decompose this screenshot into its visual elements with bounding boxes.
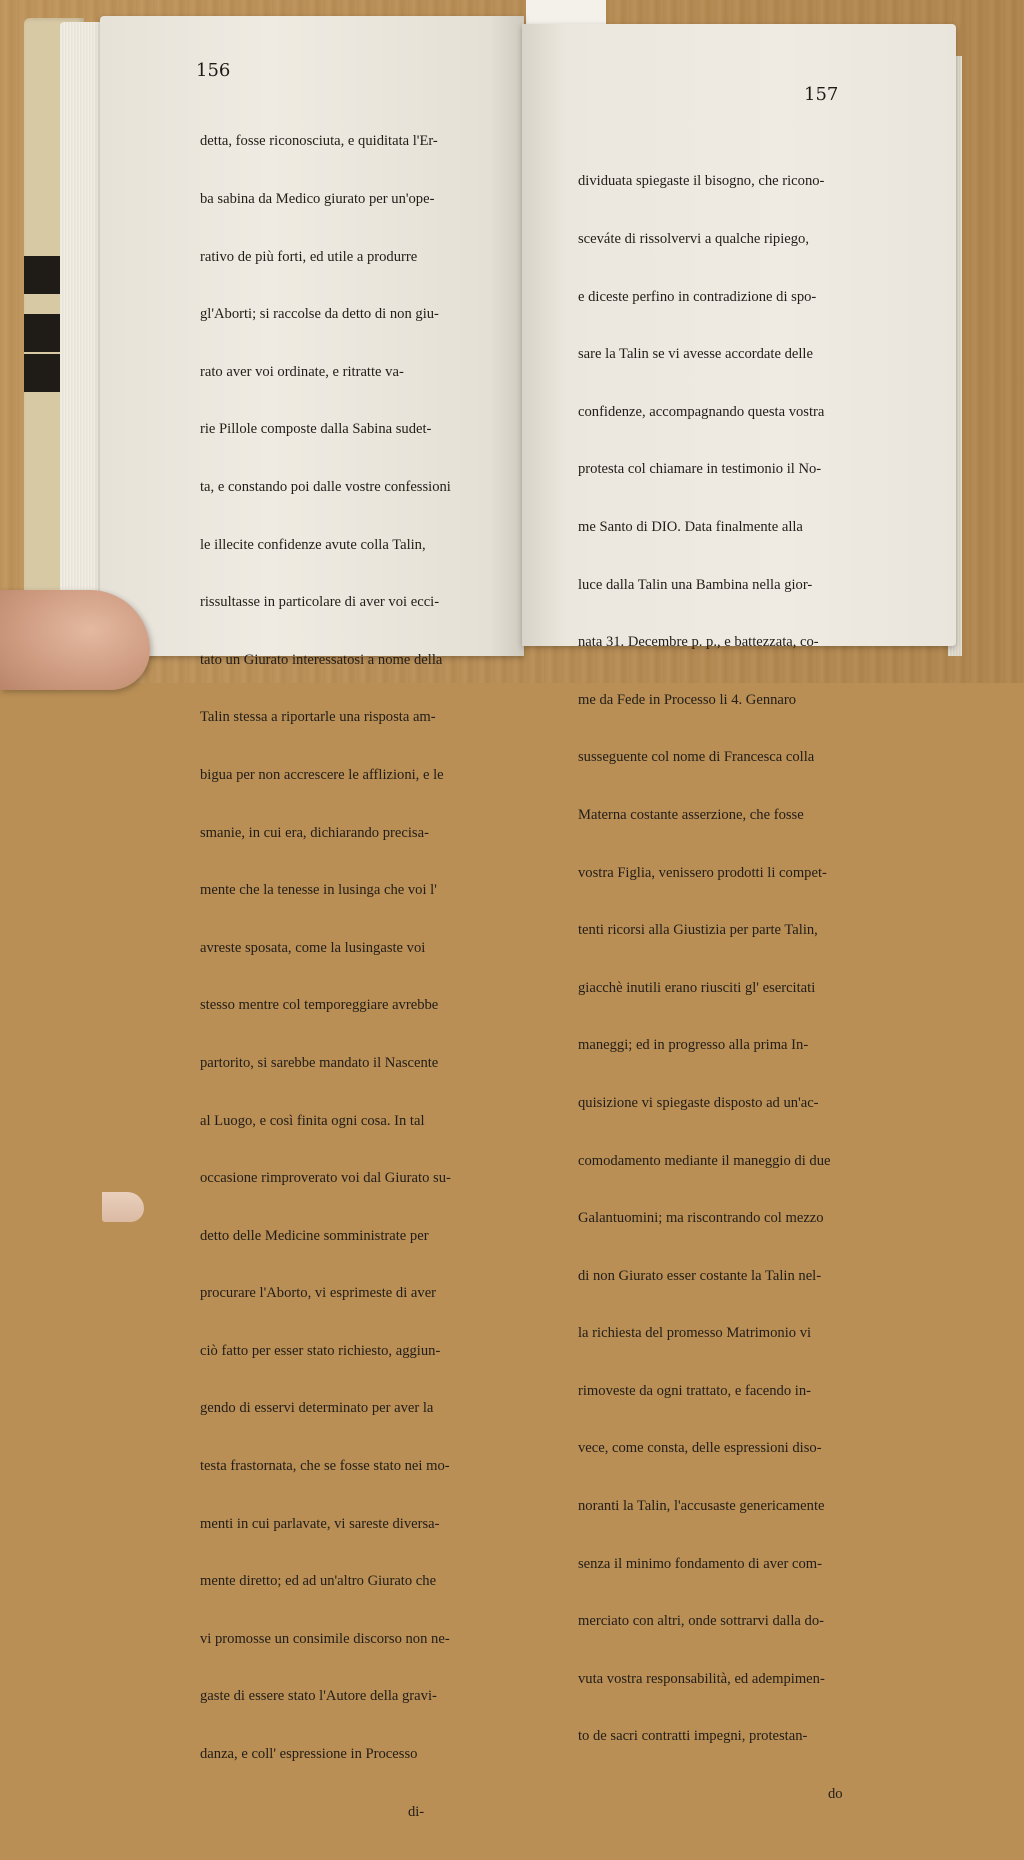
text-line: procurare l'Aborto, vi esprimeste di aver — [200, 1285, 437, 1302]
text-line: luce dalla Talin una Bambina nella gior- — [578, 576, 813, 593]
text-line: noranti la Talin, l'accusaste genericamente — [578, 1498, 825, 1515]
text-line: senza il minimo fondamento di aver com- — [578, 1555, 822, 1572]
text-line: detto delle Medicine somministrate per — [200, 1227, 429, 1244]
text-line: tenti ricorsi alla Giustizia per parte Talin, — [578, 922, 818, 939]
text-line: vostra Figlia, venissero prodotti li compet- — [578, 864, 827, 881]
text-line: quisizione vi spiegaste disposto ad un'ac- — [578, 1094, 819, 1111]
text-line: testa frastornata, che se fosse stato nei mo- — [200, 1458, 450, 1475]
right-page-text — [578, 134, 843, 1843]
text-line: rato aver voi ordinate, e ritratte va- — [200, 363, 404, 380]
text-line: detta, fosse riconosciuta, e quiditata l'Er- — [200, 133, 438, 150]
text-line: bigua per non accrescere le afflizioni, e le — [200, 766, 444, 783]
left-page — [100, 16, 524, 1820]
right-page — [522, 24, 956, 1803]
text-line: ba sabina da Medico giurato per un'ope- — [200, 191, 435, 207]
text-line: tato un Giurato interessatosi a nome della — [200, 651, 443, 668]
text-line: sceváte di rissolvervi a qualche ripiego, — [578, 231, 809, 247]
text-line: Talin stessa a riportarle una risposta am- — [200, 709, 436, 726]
paper-scrap — [526, 0, 606, 24]
text-line: me Santo di DIO. Data finalmente alla — [578, 518, 803, 535]
text-line: do — [828, 1786, 843, 1803]
text-line: merciato con altri, onde sottrarvi dalla do- — [578, 1613, 824, 1630]
text-line: rimoveste da ogni trattato, e facendo in- — [578, 1382, 812, 1399]
text-line: di non Giurato esser costante la Talin nel- — [578, 1267, 822, 1284]
text-line: rissultasse in particolare di aver voi ecci- — [200, 594, 440, 611]
text-line: gaste di essere stato l'Autore della gravi- — [200, 1688, 437, 1705]
text-line: gl'Aborti; si raccolse da detto di non giu- — [200, 306, 439, 323]
text-line: rie Pillole composte dalla Sabina sudet- — [200, 421, 432, 438]
text-line: stesso mentre col temporeggiare avrebbe — [200, 997, 439, 1014]
text-line: to de sacri contratti impegni, protestan- — [578, 1728, 808, 1745]
text-line: smanie, in cui era, dichiarando precisa- — [200, 824, 429, 841]
page-number: 156 — [196, 60, 231, 81]
thumbnail-nail — [102, 1192, 144, 1222]
text-line: la richiesta del promesso Matrimonio vi — [578, 1325, 812, 1342]
text-line: dividuata spiegaste il bisogno, che ricono- — [578, 173, 825, 190]
text-line: mente diretto; ed ad un'altro Giurato che — [200, 1573, 437, 1590]
text-line: susseguente col nome di Francesca colla — [578, 749, 815, 766]
text-line: menti in cui parlavate, vi sareste diversa- — [200, 1515, 440, 1532]
text-line: occasione rimproverato voi dal Giurato su- — [200, 1170, 451, 1187]
text-line: vuta vostra responsabilità, ed adempimen- — [578, 1670, 825, 1687]
text-line: ciò fatto per esser stato richiesto, aggiun- — [200, 1342, 441, 1359]
text-line: protesta col chiamare in testimonio il No- — [578, 461, 822, 478]
text-line: le illecite confidenze avute colla Talin, — [200, 536, 426, 553]
text-line: nata 31. Decembre p. p., e battezzata, co- — [578, 634, 819, 651]
text-line: vece, come consta, delle espressioni diso- — [578, 1440, 822, 1457]
text-line: partorito, si sarebbe mandato il Nascente — [200, 1054, 439, 1071]
text-line: mente che la tenesse in lusinga che voi l' — [200, 882, 437, 899]
text-line: Materna costante asserzione, che fosse — [578, 806, 804, 823]
text-line: confidenze, accompagnando questa vostra — [578, 403, 825, 420]
left-page-text — [200, 94, 451, 1860]
text-line: vi promosse un consimile discorso non ne- — [200, 1630, 450, 1647]
text-line: di- — [200, 1803, 425, 1820]
page-number: 157 — [804, 84, 839, 105]
text-line: gendo di esservi determinato per aver la — [200, 1400, 434, 1417]
text-line: me da Fede in Processo li 4. Gennaro — [578, 691, 797, 708]
text-line: e diceste perfino in contradizione di spo- — [578, 288, 817, 305]
text-line: Galantuomini; ma riscontrando col mezzo — [578, 1210, 824, 1227]
text-line: maneggi; ed in progresso alla prima In- — [578, 1037, 809, 1054]
text-line: al Luogo, e così finita ogni cosa. In tal — [200, 1112, 425, 1129]
text-line: giacchè inutili erano riusciti gl' esercitati — [578, 979, 816, 996]
text-line: danza, e coll' espressione in Processo — [200, 1746, 418, 1763]
text-line: comodamento mediante il maneggio di due — [578, 1152, 831, 1169]
text-line: ta, e constando poi dalle vostre confessioni — [200, 478, 451, 495]
thumb — [0, 590, 150, 690]
text-line: sare la Talin se vi avesse accordate delle — [578, 346, 813, 363]
text-line: avreste sposata, come la lusingaste voi — [200, 939, 426, 956]
text-line: rativo de più forti, ed utile a produrre — [200, 248, 418, 265]
